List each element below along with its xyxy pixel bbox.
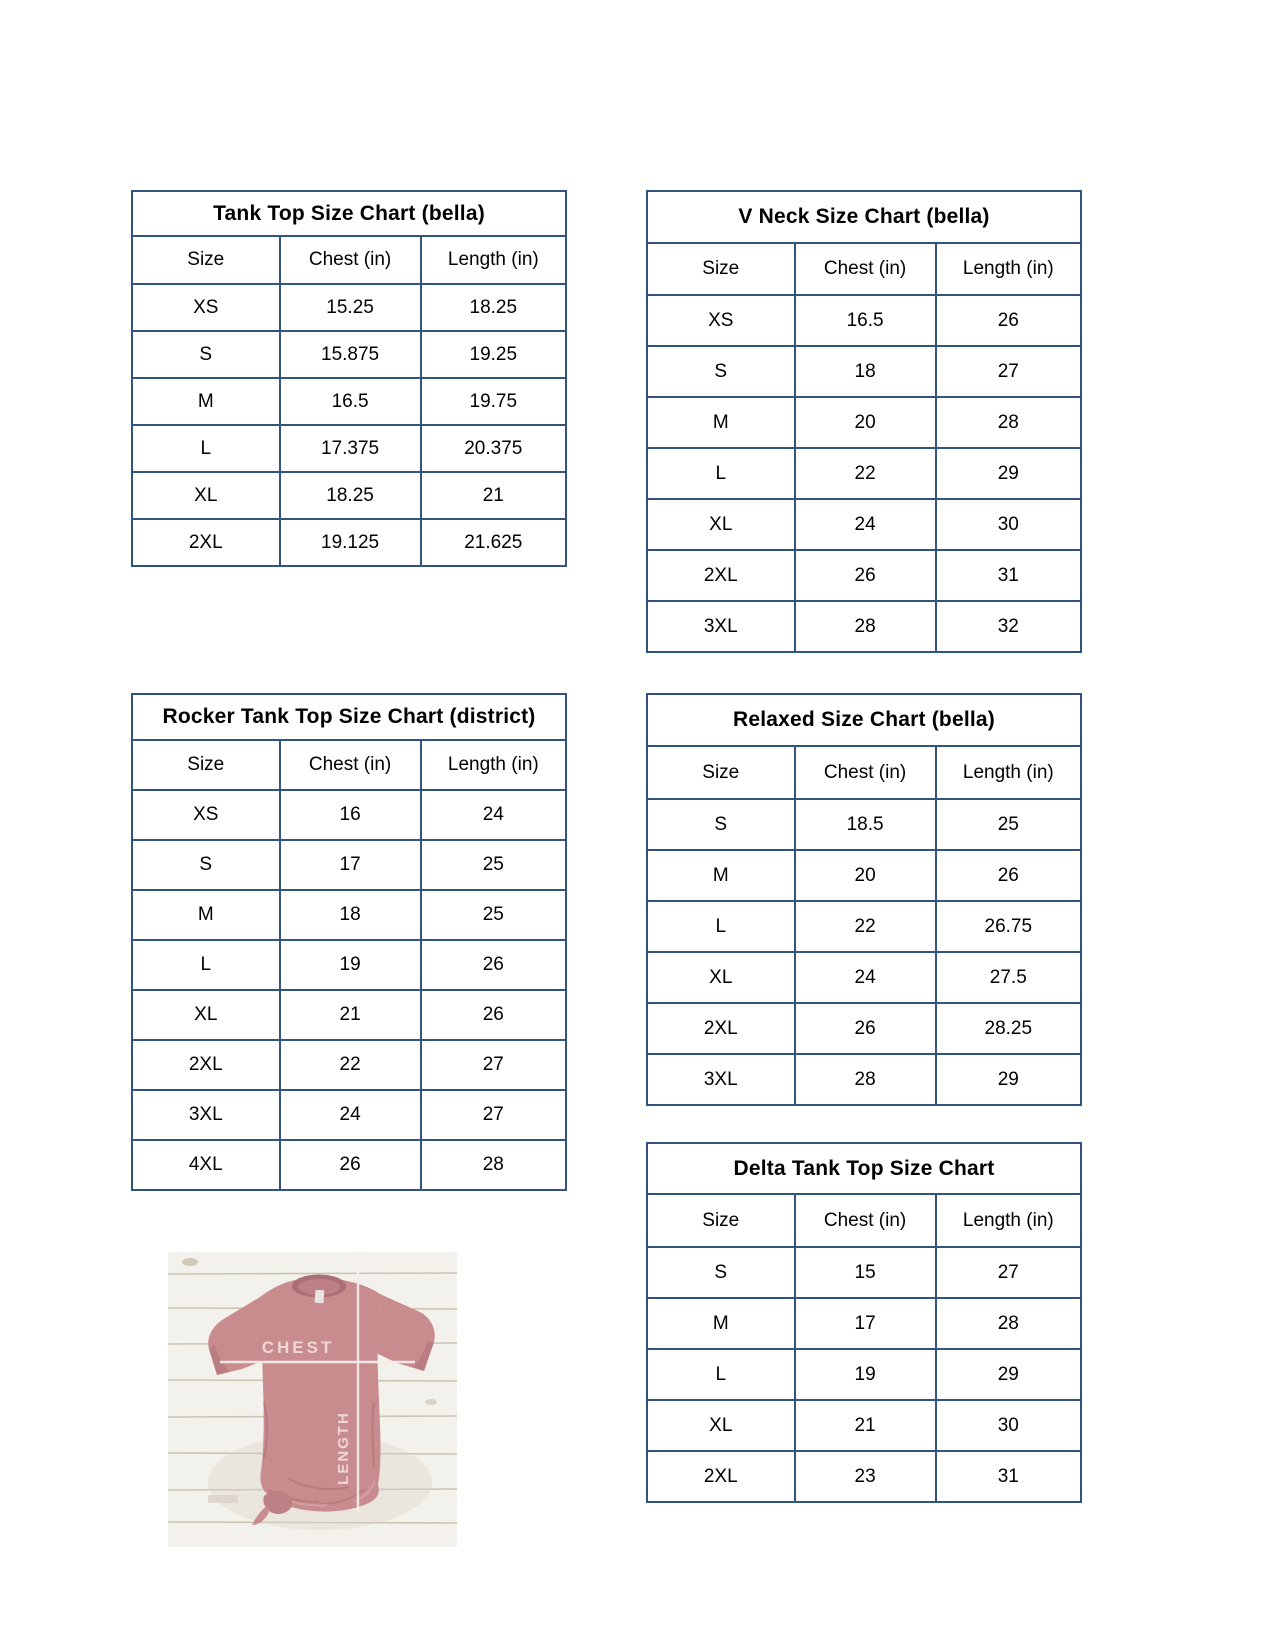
length-cell: 26.75 xyxy=(936,901,1081,952)
chest-cell: 15.25 xyxy=(280,284,421,331)
length-cell: 26 xyxy=(421,990,566,1040)
chest-cell: 28 xyxy=(795,601,936,652)
table-row xyxy=(647,952,1081,1003)
chest-cell: 24 xyxy=(280,1090,421,1140)
table-header-row xyxy=(647,243,1081,295)
tshirt-measurement-photo xyxy=(168,1252,457,1547)
chest-cell: 16.5 xyxy=(795,295,936,346)
length-cell: 31 xyxy=(936,550,1081,601)
size-cell: XL xyxy=(132,472,280,519)
table-title-row xyxy=(647,1143,1081,1194)
table-header-row xyxy=(647,1194,1081,1247)
table-row xyxy=(647,1451,1081,1502)
table-row xyxy=(647,901,1081,952)
table-row xyxy=(132,990,566,1040)
chest-cell: 28 xyxy=(795,1054,936,1105)
chest-cell: 17.375 xyxy=(280,425,421,472)
size-cell: L xyxy=(647,901,795,952)
length-cell: 28 xyxy=(421,1140,566,1190)
table-row xyxy=(647,799,1081,850)
table-row xyxy=(132,378,566,425)
table-row xyxy=(647,1298,1081,1349)
length-cell: 27 xyxy=(936,346,1081,397)
length-cell: 27 xyxy=(421,1090,566,1140)
length-cell: 21.625 xyxy=(421,519,566,566)
size-cell: XL xyxy=(647,499,795,550)
column-header-size: Size xyxy=(132,740,280,790)
chest-cell: 26 xyxy=(795,1003,936,1054)
chest-label: CHEST xyxy=(261,1338,335,1357)
table-row xyxy=(647,1003,1081,1054)
size-cell: XL xyxy=(132,990,280,1040)
length-cell: 28.25 xyxy=(936,1003,1081,1054)
column-header-size: Size xyxy=(647,243,795,295)
size-cell: M xyxy=(132,890,280,940)
table-title: Relaxed Size Chart (bella) xyxy=(647,694,1081,746)
length-cell: 26 xyxy=(936,295,1081,346)
size-cell: L xyxy=(132,940,280,990)
chest-cell: 17 xyxy=(795,1298,936,1349)
chest-cell: 20 xyxy=(795,850,936,901)
length-cell: 26 xyxy=(421,940,566,990)
table-row xyxy=(647,1400,1081,1451)
table-row xyxy=(647,448,1081,499)
wood-knot xyxy=(182,1258,198,1266)
chest-cell: 19 xyxy=(795,1349,936,1400)
table-row xyxy=(647,397,1081,448)
table-title: Tank Top Size Chart (bella) xyxy=(132,191,566,236)
size-cell: S xyxy=(647,799,795,850)
table-row xyxy=(647,550,1081,601)
length-cell: 29 xyxy=(936,1054,1081,1105)
column-header-size: Size xyxy=(647,746,795,799)
length-cell: 27 xyxy=(421,1040,566,1090)
size-cell: 2XL xyxy=(647,1451,795,1502)
chest-cell: 22 xyxy=(795,901,936,952)
chest-cell: 24 xyxy=(795,499,936,550)
length-cell: 28 xyxy=(936,1298,1081,1349)
size-cell: L xyxy=(647,448,795,499)
length-cell: 27 xyxy=(936,1247,1081,1298)
table-row xyxy=(647,1247,1081,1298)
length-cell: 32 xyxy=(936,601,1081,652)
size-cell: M xyxy=(647,850,795,901)
table-title: Delta Tank Top Size Chart xyxy=(647,1143,1081,1194)
size-cell: S xyxy=(132,840,280,890)
column-header-chest: Chest (in) xyxy=(280,236,421,284)
size-cell: S xyxy=(132,331,280,378)
size-cell: S xyxy=(647,346,795,397)
table-row xyxy=(647,601,1081,652)
size-cell: XL xyxy=(647,952,795,1003)
size-cell: XL xyxy=(647,1400,795,1451)
column-header-length: Length (in) xyxy=(936,1194,1081,1247)
column-header-length: Length (in) xyxy=(936,746,1081,799)
chest-cell: 16.5 xyxy=(280,378,421,425)
size-cell: 2XL xyxy=(647,1003,795,1054)
size-cell: 3XL xyxy=(647,601,795,652)
chest-cell: 19.125 xyxy=(280,519,421,566)
column-header-size: Size xyxy=(132,236,280,284)
delta-tank-top-size-table xyxy=(646,1142,1082,1503)
table-row xyxy=(132,1040,566,1090)
chest-cell: 16 xyxy=(280,790,421,840)
length-cell: 24 xyxy=(421,790,566,840)
size-cell: 4XL xyxy=(132,1140,280,1190)
length-cell: 25 xyxy=(421,840,566,890)
chest-cell: 18.25 xyxy=(280,472,421,519)
table-row xyxy=(132,890,566,940)
length-cell: 19.75 xyxy=(421,378,566,425)
column-header-chest: Chest (in) xyxy=(280,740,421,790)
chest-cell: 18 xyxy=(280,890,421,940)
size-cell: 2XL xyxy=(132,519,280,566)
table-body xyxy=(647,799,1081,1105)
table-row xyxy=(132,1140,566,1190)
size-cell: XS xyxy=(132,790,280,840)
chest-cell: 26 xyxy=(795,550,936,601)
table-row xyxy=(132,840,566,890)
tshirt-illustration xyxy=(168,1252,457,1547)
table-header-row xyxy=(132,740,566,790)
table-title-row xyxy=(132,191,566,236)
table-title: V Neck Size Chart (bella) xyxy=(647,191,1081,243)
chest-cell: 15.875 xyxy=(280,331,421,378)
table-row xyxy=(647,499,1081,550)
column-header-size: Size xyxy=(647,1194,795,1247)
table-header-row xyxy=(132,236,566,284)
table-title-row xyxy=(647,191,1081,243)
column-header-length: Length (in) xyxy=(421,740,566,790)
length-cell: 19.25 xyxy=(421,331,566,378)
length-cell: 30 xyxy=(936,1400,1081,1451)
length-cell: 27.5 xyxy=(936,952,1081,1003)
length-cell: 29 xyxy=(936,1349,1081,1400)
table-row xyxy=(647,1054,1081,1105)
length-cell: 20.375 xyxy=(421,425,566,472)
length-cell: 25 xyxy=(421,890,566,940)
tank-top-size-table xyxy=(131,190,567,567)
length-label: LENGTH xyxy=(335,1411,352,1485)
table-row xyxy=(647,1349,1081,1400)
table-body xyxy=(647,295,1081,652)
table-row xyxy=(132,790,566,840)
rocker-tank-top-size-table xyxy=(131,693,567,1191)
length-cell: 30 xyxy=(936,499,1081,550)
chest-cell: 22 xyxy=(280,1040,421,1090)
table-title-row xyxy=(647,694,1081,746)
table-title-row xyxy=(132,694,566,740)
size-cell: 2XL xyxy=(647,550,795,601)
chest-cell: 26 xyxy=(280,1140,421,1190)
wood-knot xyxy=(425,1399,437,1405)
table-row xyxy=(132,472,566,519)
length-cell: 26 xyxy=(936,850,1081,901)
table-row xyxy=(132,940,566,990)
column-header-chest: Chest (in) xyxy=(795,746,936,799)
size-cell: 3XL xyxy=(647,1054,795,1105)
table-row xyxy=(132,519,566,566)
length-cell: 29 xyxy=(936,448,1081,499)
table-header-row xyxy=(647,746,1081,799)
chest-cell: 18.5 xyxy=(795,799,936,850)
chest-cell: 22 xyxy=(795,448,936,499)
relaxed-size-table xyxy=(646,693,1082,1106)
size-cell: S xyxy=(647,1247,795,1298)
size-cell: XS xyxy=(132,284,280,331)
chest-cell: 24 xyxy=(795,952,936,1003)
chest-cell: 18 xyxy=(795,346,936,397)
table-row xyxy=(647,850,1081,901)
size-cell: XS xyxy=(647,295,795,346)
shirt-tag xyxy=(315,1290,325,1304)
table-body xyxy=(132,790,566,1190)
length-cell: 25 xyxy=(936,799,1081,850)
size-cell: 3XL xyxy=(132,1090,280,1140)
table-row xyxy=(647,346,1081,397)
chest-cell: 21 xyxy=(280,990,421,1040)
size-cell: L xyxy=(647,1349,795,1400)
v-neck-size-table xyxy=(646,190,1082,653)
table-body xyxy=(647,1247,1081,1502)
table-body xyxy=(132,284,566,566)
length-cell: 28 xyxy=(936,397,1081,448)
chest-cell: 17 xyxy=(280,840,421,890)
length-cell: 18.25 xyxy=(421,284,566,331)
chest-cell: 20 xyxy=(795,397,936,448)
table-row xyxy=(132,284,566,331)
length-cell: 21 xyxy=(421,472,566,519)
table-row xyxy=(132,331,566,378)
column-header-length: Length (in) xyxy=(936,243,1081,295)
column-header-chest: Chest (in) xyxy=(795,243,936,295)
table-title: Rocker Tank Top Size Chart (district) xyxy=(132,694,566,740)
size-cell: M xyxy=(647,1298,795,1349)
table-row xyxy=(647,295,1081,346)
size-cell: L xyxy=(132,425,280,472)
size-cell: 2XL xyxy=(132,1040,280,1090)
length-cell: 31 xyxy=(936,1451,1081,1502)
chest-cell: 23 xyxy=(795,1451,936,1502)
column-header-chest: Chest (in) xyxy=(795,1194,936,1247)
size-cell: M xyxy=(132,378,280,425)
size-cell: M xyxy=(647,397,795,448)
table-row xyxy=(132,425,566,472)
table-row xyxy=(132,1090,566,1140)
chest-cell: 19 xyxy=(280,940,421,990)
chest-cell: 21 xyxy=(795,1400,936,1451)
column-header-length: Length (in) xyxy=(421,236,566,284)
chest-cell: 15 xyxy=(795,1247,936,1298)
